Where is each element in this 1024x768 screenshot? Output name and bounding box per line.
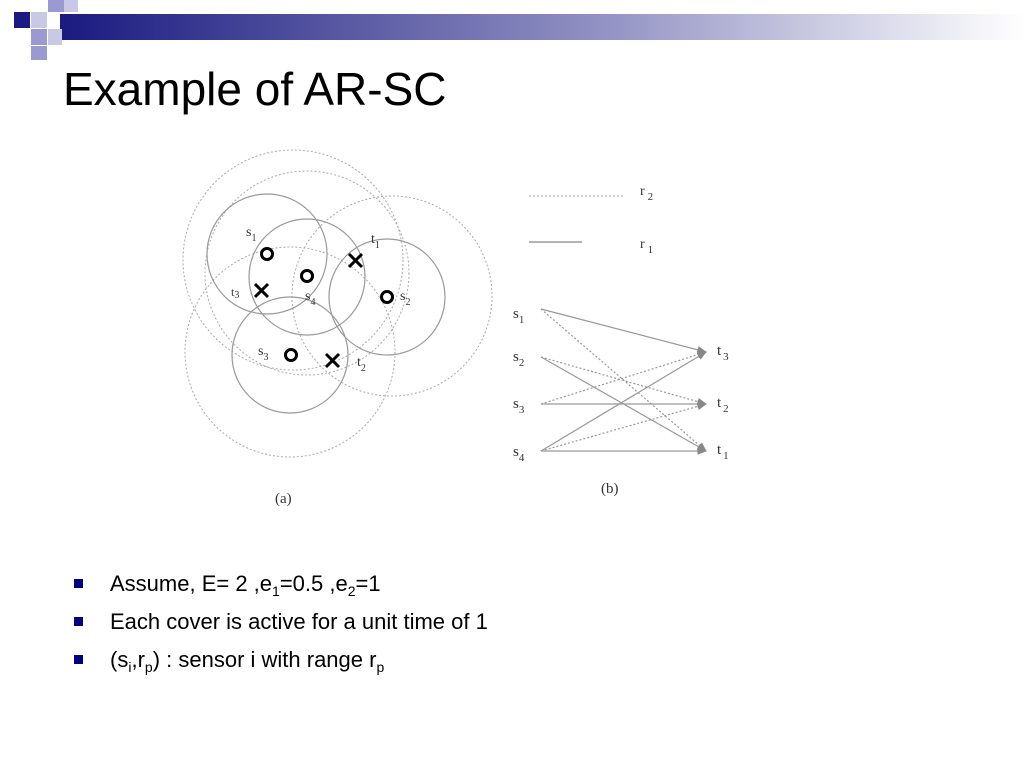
bullet-text: Each cover is active for a unit time of 1 [110,609,488,634]
bullet-subscript: i [128,659,132,675]
right-node-label: t $_1$ [717,442,729,462]
target-label: $t_2$ [357,355,366,374]
graph-edge-s2-t2 [541,357,706,404]
panel-a-coverage [183,150,492,507]
bullet-text: =0.5 ,e [279,571,348,596]
sensor-marker [262,249,273,260]
left-node-label: $s_3$ [513,396,525,416]
bullet-text: (s [110,647,129,672]
target-label: $t_1$ [371,232,380,251]
sensor-label: $s_4$ [305,289,316,308]
sensor-marker [302,271,313,282]
graph-edge-s4-t2 [541,404,706,451]
range-r1-circle [329,239,445,355]
legend-label: r $_2$ [640,184,654,203]
target-label: t3 [231,285,240,301]
slide-title: Example of AR-SC [63,63,447,115]
panel-b-legend [529,184,653,256]
bullet-item [72,565,488,603]
panel-b-edges [541,309,706,451]
bullet-item [72,603,488,641]
left-node-label: $s_1$ [513,306,525,326]
sensor-label: $s_3$ [258,344,269,363]
sensor-label: $s_1$ [246,225,257,244]
right-node-label: t $_2$ [717,395,729,415]
bullet-list [72,565,488,679]
target-marker [349,254,362,267]
range-r2-circle [183,150,403,370]
sensor-label: $s_2$ [400,289,411,308]
bullet-text: =1 [355,571,381,596]
sensor-marker [286,350,297,361]
range-r2-circle [205,171,409,375]
bullet-square-icon [74,579,83,588]
sensor-marker [382,292,393,303]
bullet-item [72,641,488,679]
graph-edge-s4-t3 [541,352,706,451]
legend-label: r $_1$ [640,237,654,256]
target-marker [255,284,268,297]
bullet-text: ) : sensor i with range r [152,647,377,672]
bullet-text: Assume, E= 2 ,e [110,571,273,596]
range-r1-circle [249,219,365,335]
bullet-subscript: p [144,659,153,675]
left-node-label: $s_4$ [513,444,525,464]
graph-edge-s3-t3 [541,352,706,404]
right-node-label: t $_3$ [717,343,729,363]
bullet-subscript: 1 [272,583,280,599]
left-node-label: $s_2$ [513,349,525,369]
panel-b-caption: (b) [601,481,619,497]
bullet-text: ,r [131,647,145,672]
bullet-square-icon [74,655,83,664]
bullet-subscript: p [376,659,385,675]
panel-a-caption: (a) [275,491,292,507]
bullet-square-icon [74,617,83,626]
range-r1-circle [232,297,348,413]
target-marker [326,354,339,367]
bullet-subscript: 2 [347,583,356,599]
range-r2-circle [185,247,395,457]
